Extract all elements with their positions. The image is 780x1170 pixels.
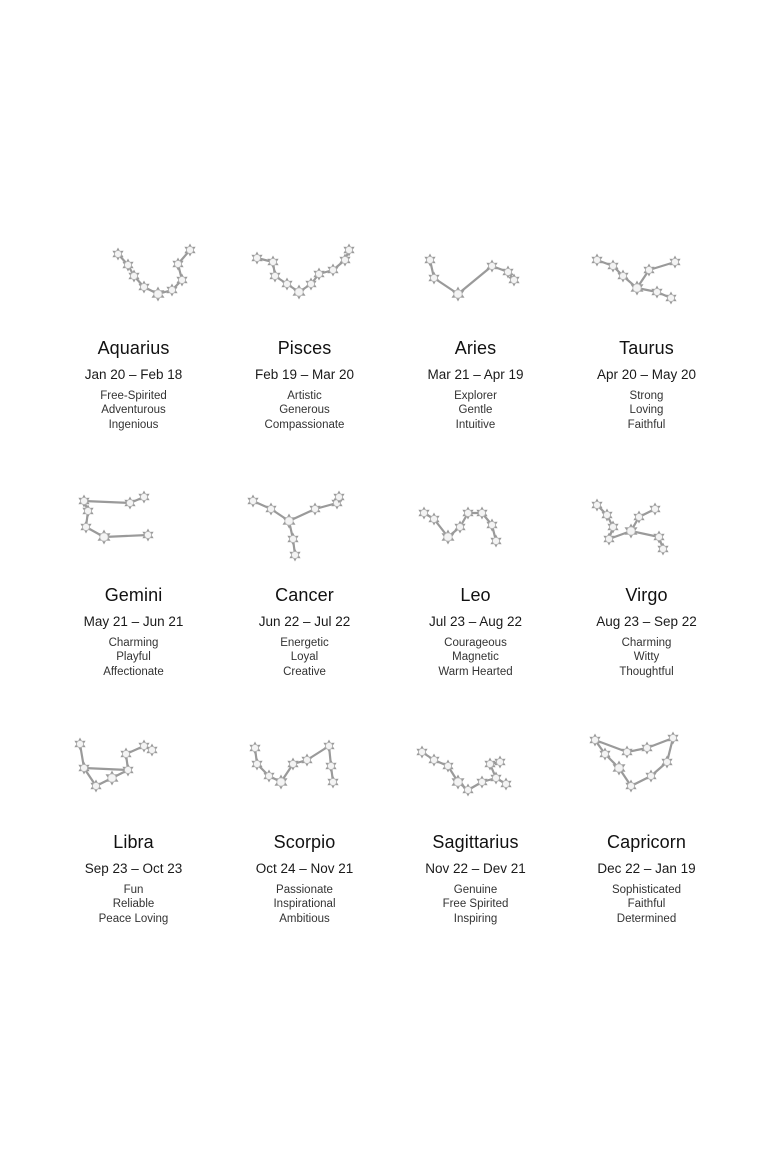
- zodiac-card-cancer: [219, 479, 390, 726]
- sign-name: Cancer: [275, 585, 334, 605]
- star-stone: [312, 506, 319, 513]
- star-stone: [654, 289, 661, 296]
- star-stone: [511, 277, 518, 284]
- star-stone: [505, 269, 512, 276]
- star-stone: [419, 749, 426, 756]
- sign-trait: Affectionate: [103, 665, 164, 678]
- star-stone: [141, 743, 148, 750]
- star-stone: [664, 759, 671, 766]
- star-stone: [620, 273, 627, 280]
- sign-trait: Passionate: [276, 884, 333, 896]
- zodiac-card-aquarius: [48, 232, 219, 479]
- sign-dates: Apr 20 – May 20: [596, 367, 697, 382]
- star-stone: [615, 764, 623, 772]
- zodiac-card-pisces: [219, 232, 390, 479]
- sign-name: Aquarius: [97, 338, 170, 358]
- sign-traits: [48, 636, 219, 679]
- zodiac-grid: [48, 232, 732, 973]
- sign-traits: [561, 389, 732, 432]
- libra-constellation-icon-svg: [48, 726, 219, 816]
- star-stone: [290, 761, 297, 768]
- star-stone: [179, 277, 186, 284]
- sign-traits: [390, 636, 561, 679]
- sign-traits: [561, 883, 732, 926]
- star-stone: [604, 512, 611, 519]
- star-stone: [284, 281, 291, 288]
- star-stone: [154, 290, 162, 298]
- star-stone: [326, 743, 333, 750]
- star-stone: [672, 259, 679, 266]
- star-stone: [108, 774, 116, 782]
- star-stone: [454, 778, 462, 786]
- taurus-constellation-icon-svg: [561, 232, 732, 322]
- sign-dates: Feb 19 – Mar 20: [254, 367, 355, 382]
- sign-trait: Explorer: [454, 390, 497, 402]
- zodiac-card-libra: [48, 726, 219, 973]
- sign-dates: Sep 23 – Oct 23: [84, 861, 183, 876]
- star-stone: [141, 494, 148, 501]
- star-stone: [465, 510, 472, 517]
- sign-trait: Compassionate: [264, 418, 345, 431]
- sagittarius-constellation-icon: [390, 726, 561, 816]
- star-stone: [342, 257, 349, 264]
- sign-traits: [219, 389, 390, 432]
- sign-trait: Ingenious: [108, 418, 159, 431]
- aries-constellation-icon-svg: [390, 232, 561, 322]
- star-stone: [493, 538, 500, 545]
- star-stone: [336, 494, 343, 501]
- sign-trait: Loving: [629, 404, 664, 417]
- star-stone: [187, 247, 194, 254]
- star-stone: [125, 767, 132, 774]
- star-stone: [431, 516, 438, 523]
- sign-trait: Peace Loving: [98, 912, 169, 925]
- sign-traits: [48, 883, 219, 926]
- star-stone: [254, 761, 261, 768]
- sign-name: Virgo: [625, 585, 668, 605]
- star-stone: [610, 263, 617, 270]
- sign-name: Scorpio: [273, 832, 336, 852]
- star-stone: [656, 534, 663, 541]
- cancer-constellation-icon: [219, 479, 390, 569]
- sign-trait: Courageous: [444, 637, 507, 649]
- sign-trait: Generous: [279, 404, 330, 417]
- sign-trait: Thoughtful: [619, 665, 674, 678]
- star-stone: [431, 757, 438, 764]
- star-stone: [457, 524, 464, 531]
- star-stone: [93, 783, 100, 790]
- scorpio-constellation-icon-svg: [219, 726, 390, 816]
- pisces-constellation-icon: [219, 232, 390, 322]
- star-stone: [487, 761, 494, 768]
- sign-dates: Jun 22 – Jul 22: [258, 614, 351, 629]
- zodiac-card-leo: [390, 479, 561, 726]
- sagittarius-constellation-icon-svg: [390, 726, 561, 816]
- constellation-link: [458, 266, 492, 294]
- sign-name: Sagittarius: [432, 832, 519, 852]
- sign-trait: Sophisticated: [611, 884, 682, 896]
- pisces-constellation-icon-svg: [219, 232, 390, 322]
- aquarius-constellation-icon-svg: [48, 232, 219, 322]
- star-stone: [636, 514, 643, 521]
- sign-trait: Playful: [116, 651, 151, 664]
- sign-trait: Fun: [123, 884, 144, 896]
- zodiac-card-gemini: [48, 479, 219, 726]
- star-stone: [125, 262, 132, 269]
- sign-traits: [219, 883, 390, 926]
- sign-trait: Warm Hearted: [438, 665, 513, 678]
- star-stone: [594, 257, 601, 264]
- virgo-constellation-icon-svg: [561, 479, 732, 569]
- star-stone: [330, 779, 337, 786]
- star-stone: [85, 508, 92, 515]
- star-stone: [503, 781, 510, 788]
- sign-trait: Charming: [108, 637, 159, 649]
- sign-trait: Free-Spirited: [100, 390, 167, 402]
- star-stone: [497, 759, 504, 766]
- star-stone: [254, 255, 261, 262]
- sign-name: Libra: [113, 832, 154, 852]
- sign-trait: Magnetic: [452, 651, 499, 664]
- sign-trait: Strong: [629, 390, 664, 402]
- star-stone: [290, 536, 297, 543]
- leo-constellation-icon: [390, 479, 561, 569]
- star-stone: [444, 533, 452, 541]
- sign-trait: Creative: [283, 665, 326, 678]
- sign-trait: Faithful: [627, 898, 666, 911]
- star-stone: [493, 775, 500, 782]
- sign-dates: Aug 23 – Sep 22: [596, 614, 697, 629]
- star-stone: [594, 502, 601, 509]
- sign-dates: Jan 20 – Feb 18: [84, 367, 183, 382]
- star-stone: [123, 751, 130, 758]
- star-stone: [250, 498, 257, 505]
- star-stone: [131, 273, 138, 280]
- star-stone: [633, 284, 641, 292]
- star-stone: [660, 546, 667, 553]
- star-stone: [465, 787, 472, 794]
- sign-name: Pisces: [277, 338, 332, 358]
- star-stone: [489, 263, 496, 270]
- sign-traits: [219, 636, 390, 679]
- sign-trait: Adventurous: [101, 404, 166, 417]
- star-stone: [316, 271, 323, 278]
- cancer-constellation-icon-svg: [219, 479, 390, 569]
- star-stone: [628, 783, 635, 790]
- sign-trait: Reliable: [112, 898, 155, 911]
- star-stone: [592, 737, 599, 744]
- zodiac-card-taurus: [561, 232, 732, 479]
- sign-trait: Energetic: [280, 637, 329, 649]
- star-stone: [145, 532, 152, 539]
- star-stone: [304, 757, 311, 764]
- sign-dates: Nov 22 – Dev 21: [425, 861, 526, 876]
- sign-traits: [48, 389, 219, 432]
- star-stone: [252, 745, 259, 752]
- sign-name: Capricorn: [607, 832, 686, 852]
- sign-dates: Oct 24 – Nov 21: [255, 861, 354, 876]
- taurus-constellation-icon: [561, 232, 732, 322]
- star-stone: [489, 522, 496, 529]
- star-stone: [100, 533, 108, 541]
- star-stone: [479, 779, 486, 786]
- sign-trait: Inspiring: [453, 912, 498, 925]
- constellation-link: [104, 535, 148, 537]
- star-stone: [141, 284, 148, 291]
- star-stone: [295, 288, 303, 296]
- sign-trait: Gentle: [458, 404, 493, 417]
- aries-constellation-icon: [390, 232, 561, 322]
- sign-trait: Intuitive: [455, 418, 496, 431]
- star-stone: [644, 745, 651, 752]
- libra-constellation-icon: [48, 726, 219, 816]
- sign-traits: [390, 883, 561, 926]
- star-stone: [308, 281, 315, 288]
- star-stone: [427, 257, 434, 264]
- star-stone: [83, 524, 90, 531]
- capricorn-constellation-icon-svg: [561, 726, 732, 816]
- sign-trait: Free Spirited: [442, 898, 509, 911]
- sign-name: Leo: [460, 585, 491, 605]
- star-stone: [670, 735, 677, 742]
- star-stone: [272, 273, 279, 280]
- sign-name: Taurus: [619, 338, 674, 358]
- zodiac-card-capricorn: [561, 726, 732, 973]
- star-stone: [652, 506, 659, 513]
- star-stone: [646, 267, 653, 274]
- star-stone: [330, 267, 337, 274]
- star-stone: [668, 295, 675, 302]
- star-stone: [445, 763, 452, 770]
- sign-trait: Faithful: [627, 418, 666, 431]
- sign-trait: Inspirational: [273, 898, 336, 911]
- star-stone: [346, 247, 353, 254]
- constellation-link: [84, 768, 128, 770]
- sign-dates: May 21 – Jun 21: [83, 614, 184, 629]
- sign-dates: Mar 21 – Apr 19: [427, 367, 524, 382]
- sign-trait: Loyal: [290, 651, 319, 664]
- star-stone: [606, 536, 613, 543]
- star-stone: [479, 510, 486, 517]
- star-stone: [127, 500, 134, 507]
- star-stone: [602, 751, 609, 758]
- star-stone: [285, 517, 293, 525]
- star-stone: [431, 275, 438, 282]
- star-stone: [627, 527, 635, 535]
- star-stone: [624, 749, 631, 756]
- star-stone: [149, 747, 156, 754]
- star-stone: [266, 773, 273, 780]
- sign-traits: [561, 636, 732, 679]
- sign-trait: Genuine: [453, 884, 498, 896]
- leo-constellation-icon-svg: [390, 479, 561, 569]
- star-stone: [648, 773, 655, 780]
- star-stone: [81, 765, 88, 772]
- star-stone: [421, 510, 428, 517]
- star-stone: [268, 506, 275, 513]
- star-stone: [454, 290, 462, 298]
- sign-traits: [390, 389, 561, 432]
- star-stone: [292, 552, 299, 559]
- star-stone: [77, 741, 84, 748]
- star-stone: [328, 763, 335, 770]
- star-stone: [610, 524, 617, 531]
- star-stone: [169, 287, 176, 294]
- gemini-constellation-icon: [48, 479, 219, 569]
- sign-trait: Artistic: [287, 390, 322, 402]
- sign-trait: Charming: [621, 637, 672, 649]
- zodiac-card-aries: [390, 232, 561, 479]
- zodiac-card-scorpio: [219, 726, 390, 973]
- star-stone: [270, 259, 277, 266]
- sign-dates: Dec 22 – Jan 19: [597, 861, 696, 876]
- sign-name: Gemini: [104, 585, 163, 605]
- star-stone: [175, 261, 182, 268]
- sign-name: Aries: [454, 338, 497, 358]
- star-stone: [277, 778, 285, 786]
- gemini-constellation-icon-svg: [48, 479, 219, 569]
- star-stone: [115, 251, 122, 258]
- virgo-constellation-icon: [561, 479, 732, 569]
- sign-trait: Ambitious: [279, 912, 330, 925]
- constellation-link: [84, 501, 130, 503]
- zodiac-card-virgo: [561, 479, 732, 726]
- zodiac-card-sagittarius: [390, 726, 561, 973]
- star-stone: [81, 498, 88, 505]
- aquarius-constellation-icon: [48, 232, 219, 322]
- sign-trait: Determined: [616, 912, 677, 925]
- scorpio-constellation-icon: [219, 726, 390, 816]
- sign-dates: Jul 23 – Aug 22: [428, 614, 523, 629]
- sign-trait: Witty: [633, 651, 660, 664]
- capricorn-constellation-icon: [561, 726, 732, 816]
